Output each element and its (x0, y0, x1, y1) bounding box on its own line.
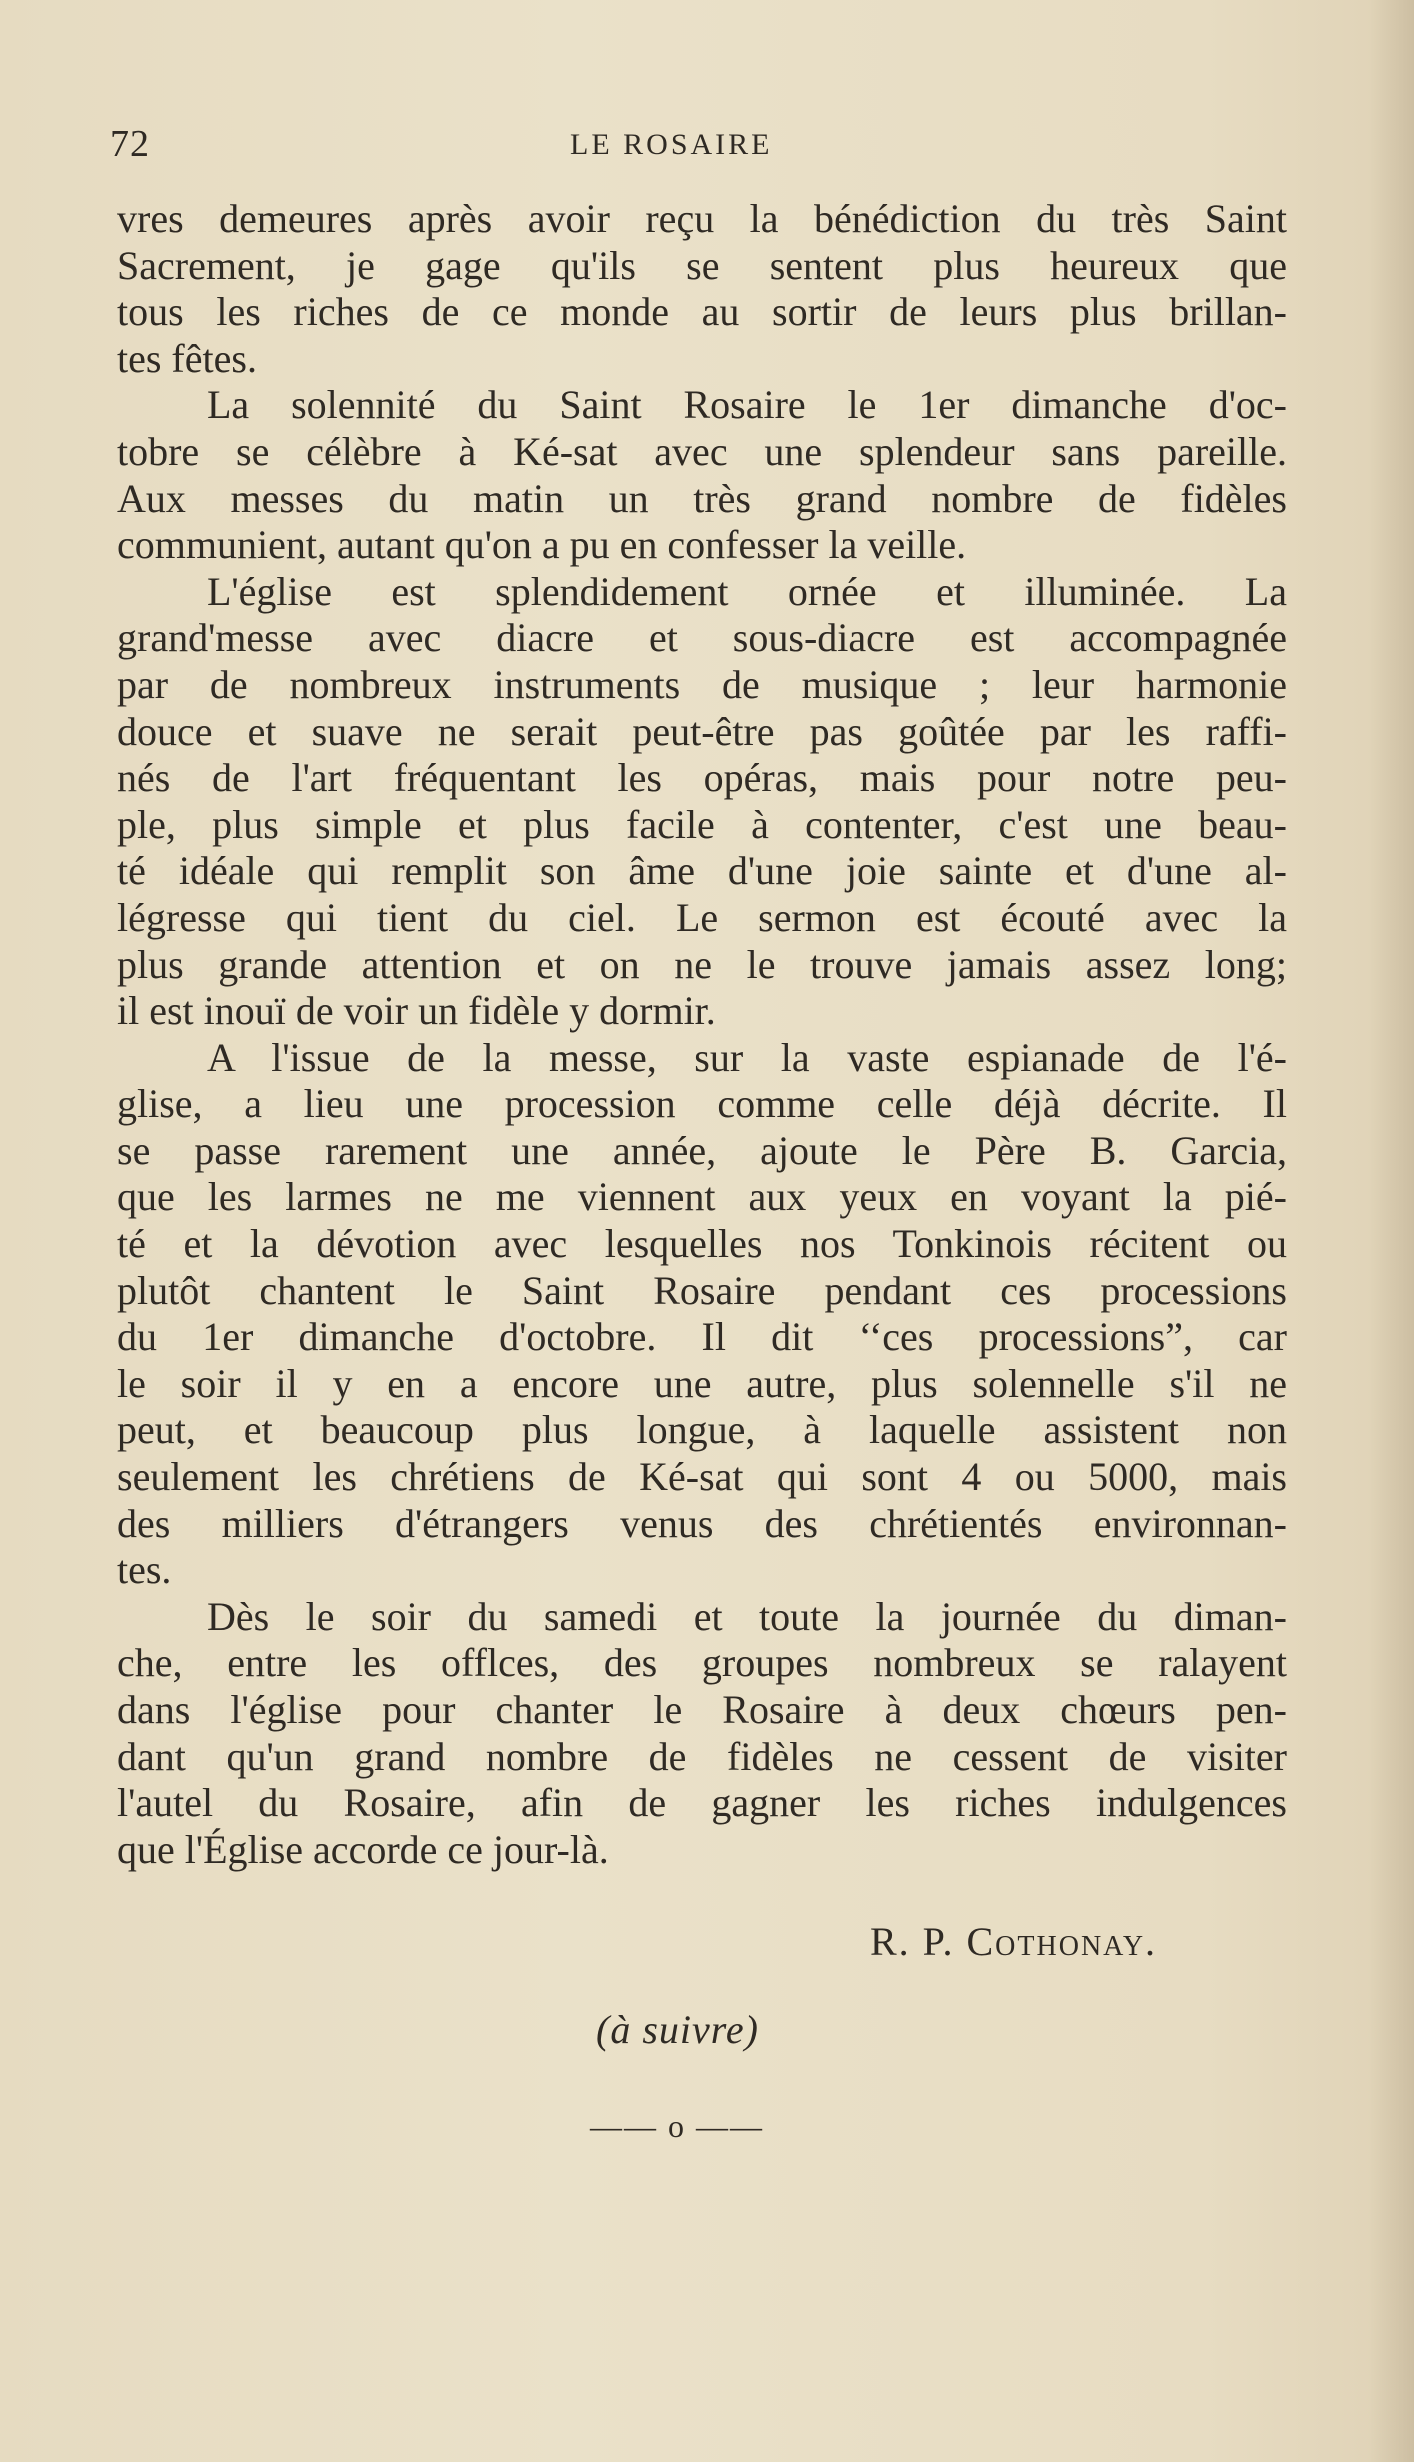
text-line: plus grande attention et on ne le trouve jamais assez long; (117, 941, 1287, 987)
continuation-note: (à suivre) (596, 2007, 759, 2052)
text-line: seulement les chrétiens de Ké-sat qui sont 4 ou 5000, mais (117, 1454, 1287, 1500)
page-edge-shadow (1368, 0, 1414, 2462)
text-line: che, entre les offlces, des groupes nombreux se ralayent (117, 1640, 1287, 1686)
text-line: il est inouï de voir un fidèle y dormir. (117, 988, 716, 1034)
text-line: Sacrement, je gage qu'ils se sentent plus heureux que (117, 242, 1287, 288)
text-line: communient, autant qu'on a pu en confesser la veille. (117, 522, 967, 568)
text-line: té et la dévotion avec lesquelles nos Tonkinois récitent ou (117, 1221, 1287, 1267)
author-signature (870, 1918, 1157, 1965)
text-line: tobre se célèbre à Ké-sat avec une splendeur sans pareille. (117, 428, 1287, 474)
author-name: Cothonay. (966, 1919, 1158, 1964)
text-line: douce et suave ne serait peut-être pas goûtée par les raffi- (117, 708, 1287, 754)
text-line: que l'Église accorde ce jour-là. (117, 1826, 609, 1872)
text-line: dant qu'un grand nombre de fidèles ne cessent de visiter (117, 1733, 1287, 1779)
text-line: Dès le soir du samedi et toute la journée du diman- (207, 1593, 1287, 1639)
text-line: se passe rarement une année, ajoute le Père B. Garcia, (117, 1127, 1287, 1173)
author-initials: R. P. (870, 1919, 967, 1964)
page-header (110, 122, 1290, 170)
text-line: tes fêtes. (117, 335, 257, 381)
text-line: peut, et beaucoup plus longue, à laquelle assistent non (117, 1407, 1287, 1453)
text-line: du 1er dimanche d'octobre. Il dit ‘‘ces processions”, car (117, 1314, 1287, 1360)
text-line: que les larmes ne me viennent aux yeux en voyant la pié- (117, 1174, 1287, 1220)
text-line: A l'issue de la messe, sur la vaste espianade de l'é- (207, 1034, 1287, 1080)
text-line: ple, plus simple et plus facile à contenter, c'est une beau- (117, 801, 1287, 847)
section-ornament: —— o —— (590, 2108, 764, 2144)
text-line: tes. (117, 1547, 172, 1593)
body-text (117, 196, 1287, 1873)
text-line: des milliers d'étrangers venus des chrétientés environnan- (117, 1500, 1287, 1546)
text-line: L'église est splendidement ornée et illuminée. La (207, 568, 1287, 614)
text-line: dans l'église pour chanter le Rosaire à deux chœurs pen- (117, 1687, 1287, 1732)
text-line: glise, a lieu une procession comme celle déjà décrite. Il (117, 1081, 1287, 1127)
text-line: légresse qui tient du ciel. Le sermon est écouté avec la (117, 894, 1287, 940)
text-line: grand'messe avec diacre et sous-diacre est accompagnée (117, 615, 1287, 661)
page-number: 72 (110, 123, 150, 165)
text-line: Aux messes du matin un très grand nombre de fidèles (117, 475, 1287, 521)
text-line: par de nombreux instruments de musique ; leur harmonie (117, 661, 1287, 707)
text-line: le soir il y en a encore une autre, plus solennelle s'il ne (117, 1360, 1287, 1406)
text-line: té idéale qui remplit son âme d'une joie sainte et d'une al- (117, 848, 1287, 894)
text-line: l'autel du Rosaire, afin de gagner les riches indulgences (117, 1780, 1287, 1826)
text-line: La solennité du Saint Rosaire le 1er dimanche d'oc- (207, 382, 1287, 428)
text-line: vres demeures après avoir reçu la bénédiction du très Saint (117, 196, 1287, 241)
text-line: tous les riches de ce monde au sortir de leurs plus brillan- (117, 289, 1287, 335)
text-line: nés de l'art fréquentant les opéras, mais pour notre peu- (117, 755, 1287, 801)
running-title: LE ROSAIRE (570, 128, 773, 161)
text-line: plutôt chantent le Saint Rosaire pendant ces processions (117, 1267, 1287, 1313)
